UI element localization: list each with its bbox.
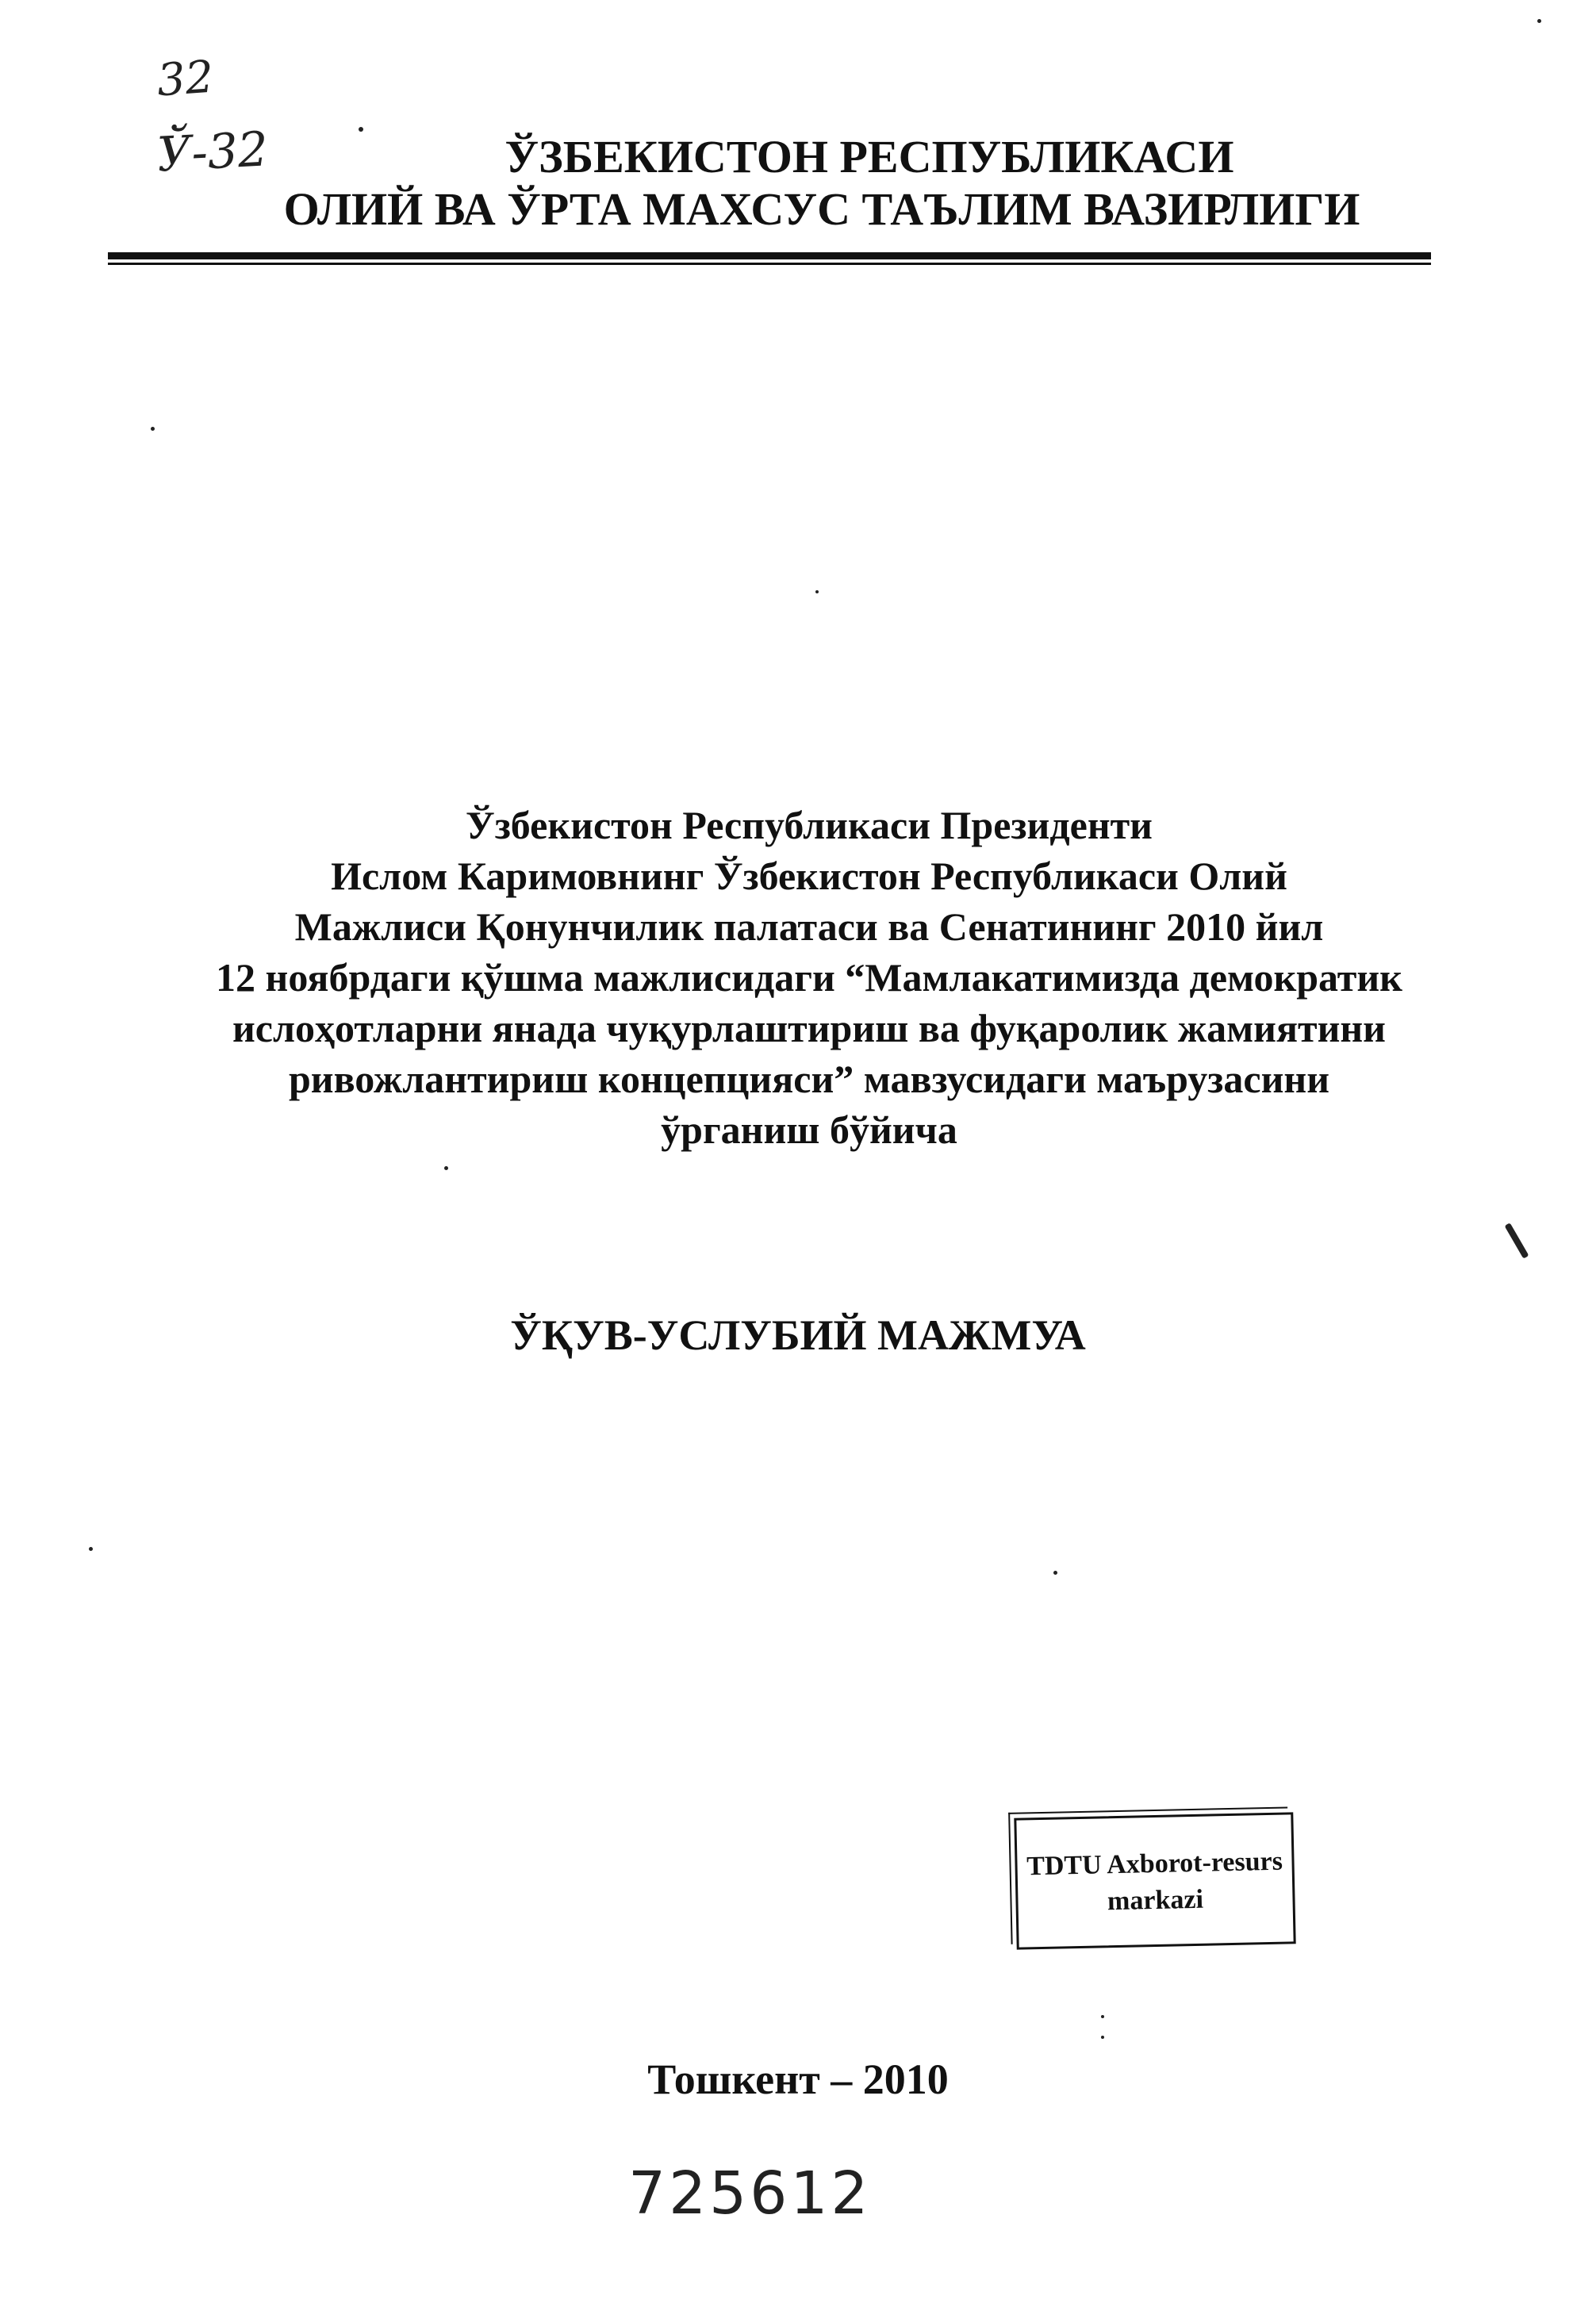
stamp-line-1: TDTU Axborot-resurs: [1026, 1846, 1283, 1882]
title-paragraph: [95, 800, 1523, 1155]
title-line-6: ривожлантириш концепцияси” мавзусидаги маърузасини: [288, 1057, 1330, 1101]
title-line-1: Ўзбекистон Республикаси Президенти: [466, 803, 1153, 847]
scan-speck: [359, 127, 363, 132]
scan-speck: [815, 590, 819, 593]
scan-speck: [151, 427, 155, 431]
handwritten-number: 32: [155, 51, 216, 107]
scan-speck: [444, 1166, 448, 1170]
scan-speck: [1101, 2015, 1104, 2018]
title-line-5: ислоҳотларни янада чуқурлаштириш ва фуқаролик жамиятини: [232, 1006, 1386, 1050]
handwritten-shelf-code: Ў-32: [155, 121, 270, 183]
title-line-4: 12 ноябрдаги қўшма мажлисидаги “Мамлакатимизда демократик: [216, 955, 1402, 1000]
scan-mark: [1505, 1223, 1529, 1259]
title-line-2: Ислом Каримовнинг Ўзбекистон Республикаси Олий: [331, 854, 1287, 898]
scan-speck: [1053, 1571, 1057, 1575]
title-line-3: Мажлиси Қонунчилик палатаси ва Сенатининг 2010 йил: [294, 904, 1324, 949]
header-rule-thin: [108, 263, 1431, 265]
document-type: ЎҚУВ-УСЛУБИЙ МАЖМУА: [510, 1311, 1086, 1359]
stamp-line-2: markazi: [1107, 1884, 1204, 1917]
header-ministry: ОЛИЙ ВА ЎРТА МАХСУС ТАЪЛИМ ВАЗИРЛИГИ: [283, 183, 1360, 235]
title-line-7: ўрганиш бўйича: [661, 1107, 957, 1152]
scan-speck: [89, 1547, 93, 1551]
scan-speck: [1537, 19, 1541, 23]
scan-speck: [1101, 2036, 1104, 2039]
header-country: ЎЗБЕКИСТОН РЕСПУБЛИКАСИ: [505, 131, 1234, 182]
city-year: Тошкент – 2010: [647, 2055, 949, 2103]
handwritten-inventory-number: 725612: [628, 2159, 872, 2228]
library-stamp: [1014, 1812, 1295, 1949]
header-rule-thick: [108, 252, 1431, 259]
